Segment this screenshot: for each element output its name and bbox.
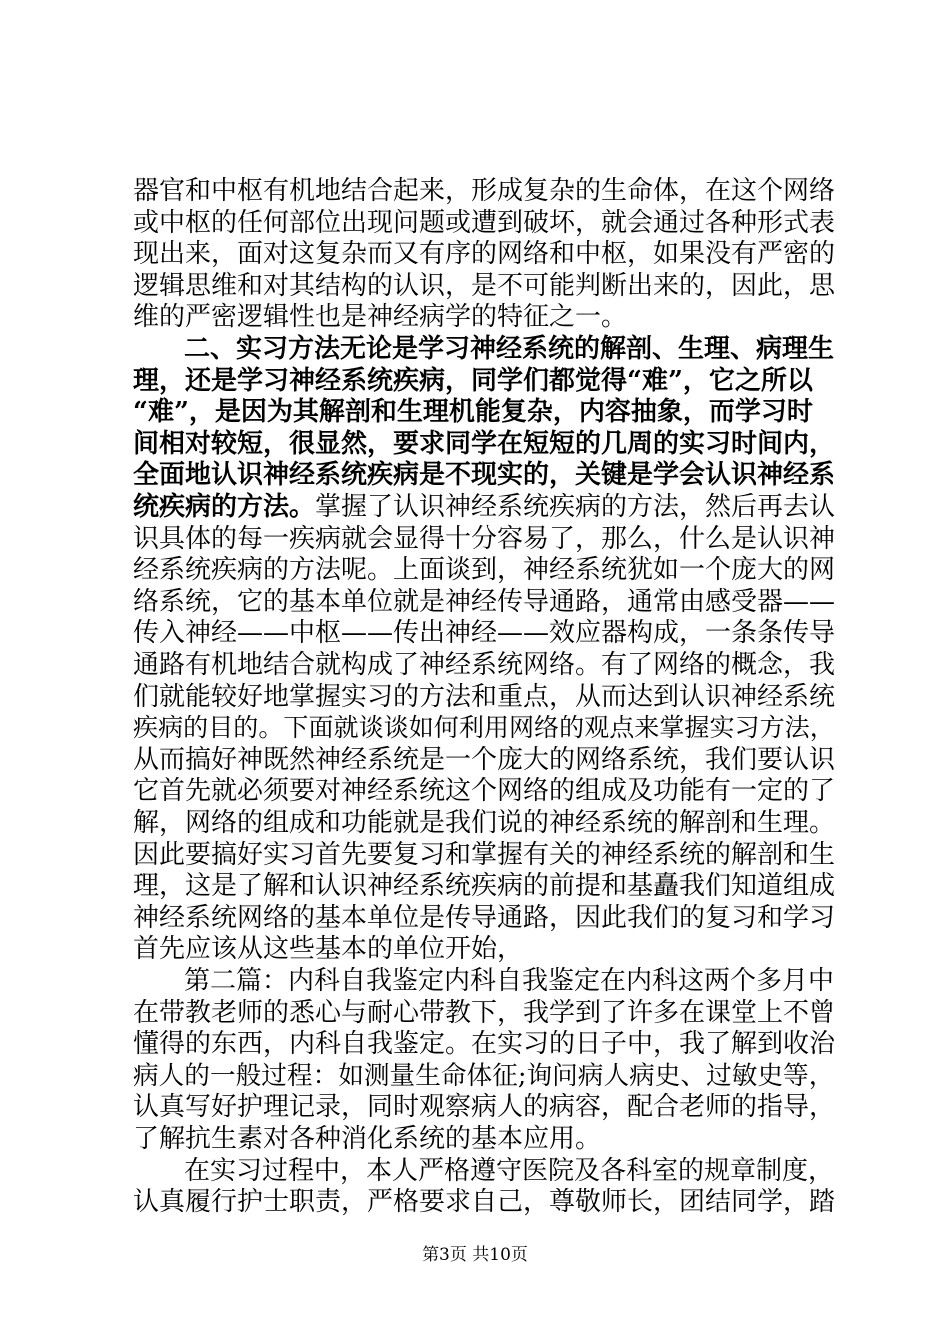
page-number: 第3页 共10页 (422, 1245, 528, 1265)
text-segment: 掌握了认识神经系统疾病的方法，然后再去认 (315, 492, 836, 522)
text-line: 了解抗生素对各种消化系统的基本应用。 (133, 1124, 602, 1154)
paragraph-start-line: 在实习过程中，本人严格遵守医院及各科室的规章制度， (184, 1155, 835, 1186)
text-line: 解，网络的组成和功能就是我们说的神经系统的解剖和生理。 (133, 808, 836, 838)
text-line: 间相对较短，很显然，要求同学在短短的几周的实习时间内， (133, 428, 836, 459)
text-line: 理，还是学习神经系统疾病，同学们都觉得“难”，它之所以 (133, 365, 813, 396)
text-line: 或中枢的任何部位出现问题或遭到破坏，就会通过各种形式表 (133, 207, 836, 238)
text-line: 认真履行护士职责，严格要求自己，尊敬师长，团结同学，踏 (133, 1187, 836, 1218)
text-line: 们就能较好地掌握实习的方法和重点，从而达到认识神经系统 (133, 681, 836, 712)
text-line: 在带教老师的悉心与耐心带教下，我学到了许多在课堂上不曾 (133, 997, 836, 1028)
text-line: 神经系统网络的基本单位是传导通路，因此我们的复习和学习 (133, 902, 836, 933)
section-heading-line: 第二篇：内科自我鉴定内科自我鉴定在内科这两个多月中 (184, 966, 835, 996)
text-line: 维的严密逻辑性也是神经病学的特征之一。 (133, 302, 628, 333)
text-line: 现出来，面对这复杂而又有序的网络和中枢，如果没有严密的 (133, 239, 836, 270)
text-line: 器官和中枢有机地结合起来，形成复杂的生命体，在这个网络 (133, 176, 836, 206)
text-line: 首先应该从这些基本的单位开始， (133, 934, 524, 965)
text-line-mixed (133, 490, 835, 524)
text-line: 理，这是了解和认识神经系统疾病的前提和基矗我们知道组成 (133, 871, 836, 902)
text-line: 因此要搞好实习首先要复习和掌握有关的神经系统的解剖和生 (133, 839, 836, 870)
text-line: 疾病的目的。下面就谈谈如何利用网络的观点来掌握实习方法， (133, 713, 835, 743)
text-line: 病人的一般过程：如测量生命体征;询问病人病史、过敏史等， (133, 1060, 835, 1091)
text-line: 络系统，它的基本单位就是神经传导通路，通常由感受器—— (133, 586, 836, 617)
text-line: 经系统疾病的方法呢。上面谈到，神经系统犹如一个庞大的网 (133, 555, 836, 586)
text-line: “难”，是因为其解剖和生理机能复杂，内容抽象，而学习时 (133, 397, 813, 428)
text-line: 传入神经——中枢——传出神经——效应器构成，一条条传导 (133, 618, 836, 649)
text-line: 它首先就必须要对神经系统这个网络的组成及功能有一定的了 (133, 776, 836, 807)
text-line: 逻辑思维和对其结构的认识，是不可能判断出来的，因此，思 (133, 270, 836, 301)
text-line: 识具体的每一疾病就会显得十分容易了，那么，什么是认识神 (133, 523, 836, 554)
text-line: 全面地认识神经系统疾病是不现实的，关键是学会认识神经系 (133, 460, 836, 491)
text-line: 从而搞好神既然神经系统是一个庞大的网络系统，我们要认识 (133, 744, 836, 775)
text-segment-bold: 统疾病的方法。 (133, 492, 316, 522)
text-line: 懂得的东西，内科自我鉴定。在实习的日子中，我了解到收治 (133, 1029, 836, 1060)
text-line: 认真写好护理记录，同时观察病人的病容，配合老师的指导， (133, 1092, 836, 1123)
section-heading-line: 二、实习方法无论是学习神经系统的解剖、生理、病理生 (184, 334, 835, 364)
text-line: 通路有机地结合就构成了神经系统网络。有了网络的概念，我 (133, 650, 836, 680)
